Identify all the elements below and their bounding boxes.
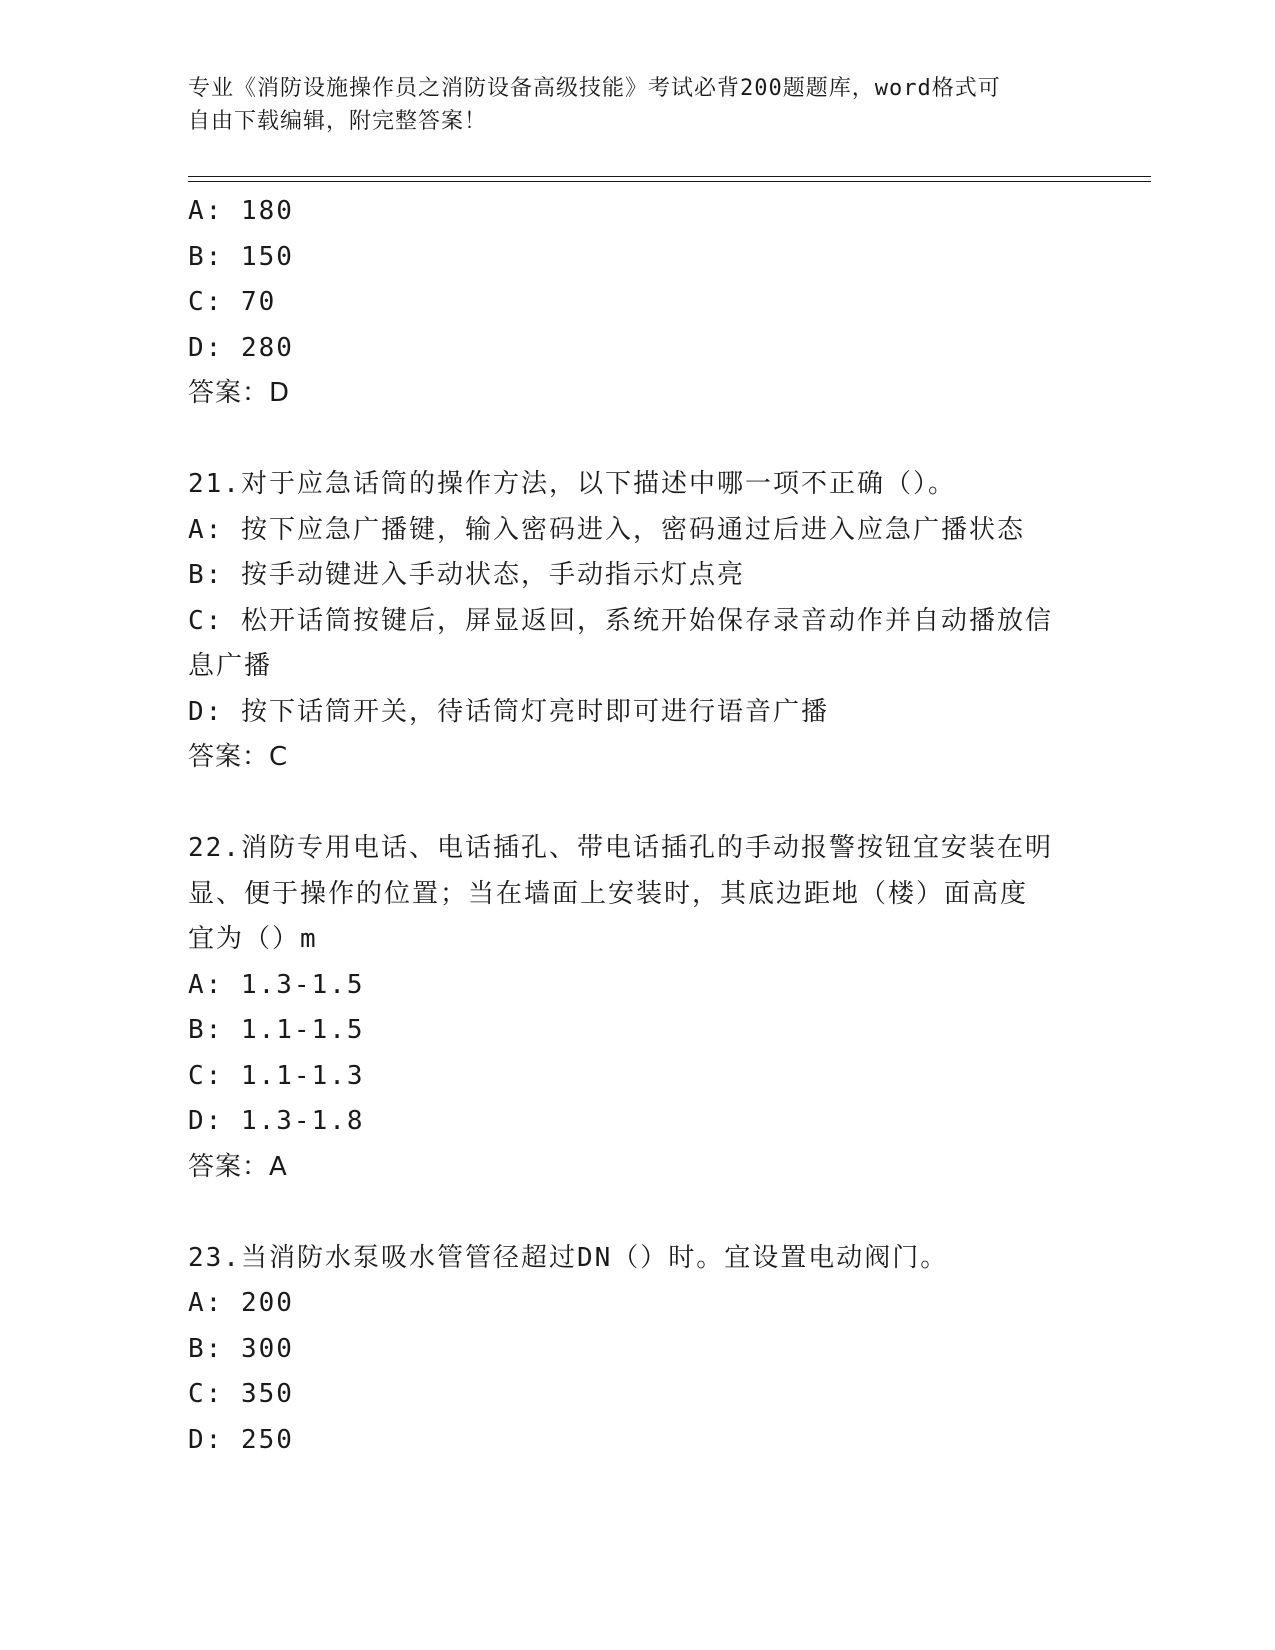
header-line-1: 专业《消防设施操作员之消防设备高级技能》考试必背200题题库，word格式可 (188, 76, 1001, 101)
option-d: D: 按下话筒开关，待话筒灯亮时即可进行语音广播 (188, 696, 829, 727)
option-c-line-1: C: 松开话筒按键后，屏显返回，系统开始保存录音动作并自动播放信 (188, 605, 1053, 636)
option-a: A: 200 (188, 1288, 294, 1318)
question-text-line-2: 显、便于操作的位置；当在墙面上安装时，其底边距地（楼）面高度 (188, 878, 1029, 909)
question-text: 21.对于应急话筒的操作方法，以下描述中哪一项不正确（）。 (188, 469, 956, 499)
question-text: 23.当消防水泵吸水管管径超过DN（）时。宜设置电动阀门。 (188, 1242, 949, 1273)
option-d: D: 250 (188, 1424, 294, 1455)
option-b: B: 按手动键进入手动状态，手动指示灯点亮 (188, 560, 745, 590)
question-text-line-1: 22.消防专用电话、电话插孔、带电话插孔的手动报警按钮宜安装在明 (188, 833, 1053, 863)
option-c-line-2: 息广播 (188, 651, 273, 681)
answer: 答案：C (188, 742, 289, 772)
header-line-2: 自由下载编辑，附完整答案！ (188, 109, 488, 134)
option-c: C: 70 (188, 287, 277, 317)
header-rule-top (188, 176, 1151, 177)
option-a: A: 180 (188, 196, 294, 226)
question-23 (188, 1236, 1078, 1464)
answer: 答案：A (188, 1151, 288, 1182)
document-body (188, 189, 1078, 1463)
answer: 答案：D (188, 378, 291, 408)
question-20 (188, 189, 1078, 417)
option-a: A: 1.3-1.5 (188, 969, 365, 1000)
option-d: D: 280 (188, 332, 294, 363)
option-a: A: 按下应急广播键，输入密码进入，密码通过后进入应急广播状态 (188, 514, 1025, 545)
option-d: D: 1.3-1.8 (188, 1106, 365, 1136)
question-text-line-3: 宜为（）m (188, 924, 318, 954)
question-22 (188, 826, 1078, 1190)
document-header (188, 72, 1068, 138)
header-rule-bottom (188, 181, 1151, 182)
option-b: B: 1.1-1.5 (188, 1015, 365, 1045)
option-c: C: 1.1-1.3 (188, 1060, 365, 1091)
option-b: B: 300 (188, 1333, 294, 1364)
option-b: B: 150 (188, 241, 294, 272)
option-c: C: 350 (188, 1379, 294, 1409)
question-21 (188, 462, 1078, 781)
